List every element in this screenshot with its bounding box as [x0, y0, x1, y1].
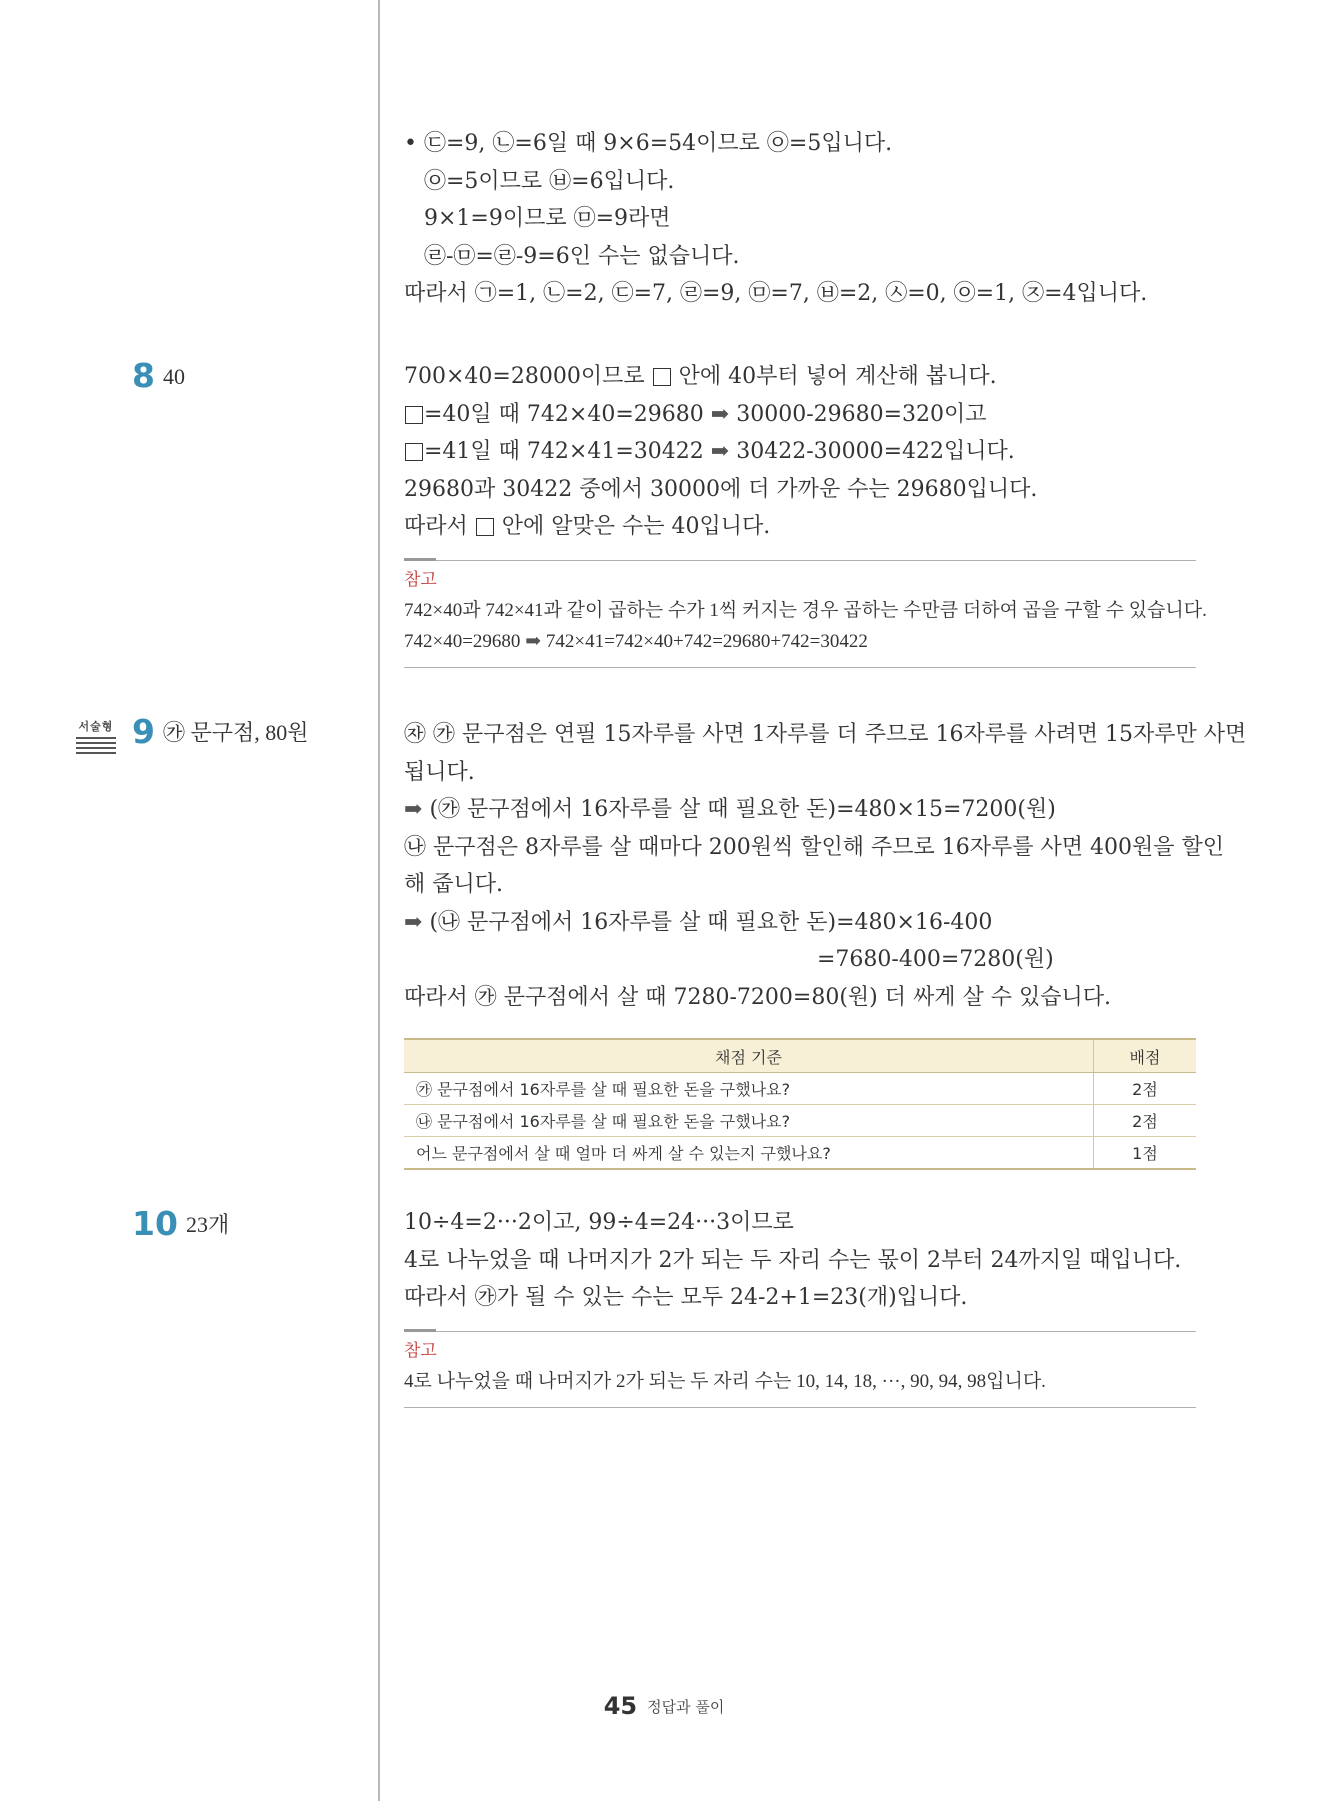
- criteria-cell: ㉮ 문구점에서 16자루를 살 때 필요한 돈을 구했나요?: [404, 1073, 1094, 1105]
- q10-solution: [404, 1204, 1196, 1408]
- reference-note: [404, 1331, 1196, 1408]
- solution-line: ➡ (㉯ 문구점에서 16자루를 살 때 필요한 돈)=480×16-400: [404, 909, 993, 935]
- score-cell: 2점: [1094, 1073, 1197, 1105]
- q9-answer: [132, 712, 308, 751]
- q10-answer: [132, 1204, 229, 1243]
- reference-note: [404, 560, 1207, 668]
- arrow-right-icon: ➡: [710, 401, 730, 427]
- solution-line: ㉣-㉤=㉣-9=6인 수는 없습니다.: [424, 243, 740, 269]
- page-title: 정답과 풀이: [647, 1698, 725, 1716]
- blank-box-icon: [476, 518, 494, 536]
- criteria-cell: 어느 문구점에서 살 때 얼마 더 싸게 살 수 있는지 구했나요?: [404, 1137, 1094, 1170]
- arrow-right-icon: ➡: [525, 630, 542, 652]
- solution-line: =41일 때 742×41=30422 ➡ 30422-30000=422입니다.: [404, 433, 1196, 471]
- column-divider: [378, 0, 380, 1801]
- header-score: 배점: [1094, 1039, 1197, 1073]
- solution-line: 해 줍니다.: [404, 872, 503, 897]
- table-row: [404, 1137, 1196, 1170]
- blank-box-icon: [653, 368, 671, 386]
- solution-line: =40일 때 742×40=29680 ➡ 30000-29680=320이고: [404, 396, 1196, 434]
- question-number: 10: [132, 1204, 178, 1243]
- table-row: [404, 1105, 1196, 1137]
- solution-line: ㉯ 문구점은 8자루를 살 때마다 200원씩 할인해 주므로 16자루를 사면 400원을 할인: [404, 834, 1224, 860]
- solution-line: 4로 나누었을 때 나머지가 2가 되는 두 자리 수는 몫이 2부터 24까지일 때입니다.: [404, 1247, 1182, 1273]
- solution-line: 따라서 ㉠=1, ㉡=2, ㉢=7, ㉣=9, ㉤=7, ㉥=2, ㉦=0, ㉧=1, ㉨=4입니다.: [404, 281, 1148, 306]
- solution-line: 따라서 ㉮ 문구점에서 살 때 7280-7200=80(원) 더 싸게 살 수 있습니다.: [404, 984, 1111, 1010]
- descriptive-badge: [76, 718, 116, 757]
- answer-value: ㉮ 문구점, 80원: [162, 720, 309, 745]
- arrow-right-icon: ➡: [404, 909, 423, 935]
- note-line: 742×40=29680 ➡ 742×41=742×40+742=29680+742=30422: [404, 630, 868, 652]
- q7-solution-continued: [404, 125, 1196, 313]
- answer-value: 40: [162, 364, 185, 389]
- header-criteria: 채점 기준: [404, 1039, 1094, 1073]
- question-number: 8: [132, 356, 155, 395]
- page-number: 45: [603, 1692, 638, 1720]
- solution-line: 10÷4=2···2이고, 99÷4=24···3이므로: [404, 1210, 794, 1235]
- table-row: [404, 1073, 1196, 1105]
- note-line: 4로 나누었을 때 나머지가 2가 되는 두 자리 수는 10, 14, 18, ···, 90, 94, 98입니다.: [404, 1370, 1046, 1392]
- q8-solution: [404, 358, 1207, 668]
- solution-line: ㉶ ㉮ 문구점은 연필 15자루를 사면 1자루를 더 주므로 16자루를 사려면 15자루만 사면: [404, 722, 1247, 747]
- q8-answer: [132, 356, 185, 395]
- arrow-right-icon: ➡: [404, 797, 423, 822]
- solution-line: 됩니다.: [404, 759, 475, 785]
- question-number: 9: [132, 712, 155, 751]
- lines-icon: [76, 737, 116, 757]
- solution-line: 9×1=9이므로 ㉤=9라면: [424, 206, 671, 231]
- solution-line: • ㉢=9, ㉡=6일 때 9×6=54이므로 ㉧=5입니다.: [404, 131, 893, 156]
- solution-line: ➡ (㉮ 문구점에서 16자루를 살 때 필요한 돈)=480×15=7200(원): [404, 797, 1056, 822]
- solution-line: 29680과 30422 중에서 30000에 더 가까운 수는 29680입니다.: [404, 476, 1038, 502]
- solution-line: 따라서 ㉮가 될 수 있는 수는 모두 24-2+1=23(개)입니다.: [404, 1285, 968, 1310]
- q9-solution: [404, 716, 1247, 1170]
- badge-label: 서술형: [78, 720, 114, 733]
- criteria-cell: ㉯ 문구점에서 16자루를 살 때 필요한 돈을 구했나요?: [404, 1105, 1094, 1137]
- score-cell: 2점: [1094, 1105, 1197, 1137]
- note-line: 742×40과 742×41과 같이 곱하는 수가 1씩 커지는 경우 곱하는 수만큼 더하여 곱을 구할 수 있습니다.: [404, 599, 1207, 621]
- solution-line: =7680-400=7280(원): [817, 947, 1054, 972]
- score-cell: 1점: [1094, 1137, 1197, 1170]
- page-footer: [0, 1692, 1328, 1720]
- answer-value: 23개: [185, 1212, 230, 1237]
- solution-line: 700×40=28000이므로 안에 40부터 넣어 계산해 봅니다.: [404, 364, 997, 389]
- scoring-table: [404, 1038, 1196, 1170]
- table-header-row: [404, 1039, 1196, 1073]
- blank-box-icon: [405, 406, 423, 424]
- solution-line: 따라서 안에 알맞은 수는 40입니다.: [404, 514, 771, 539]
- arrow-right-icon: ➡: [710, 439, 730, 464]
- solution-line: ㉧=5이므로 ㉥=6입니다.: [424, 168, 675, 194]
- note-title: 참고: [404, 569, 437, 590]
- note-title: 참고: [404, 1340, 437, 1361]
- blank-box-icon: [405, 443, 423, 461]
